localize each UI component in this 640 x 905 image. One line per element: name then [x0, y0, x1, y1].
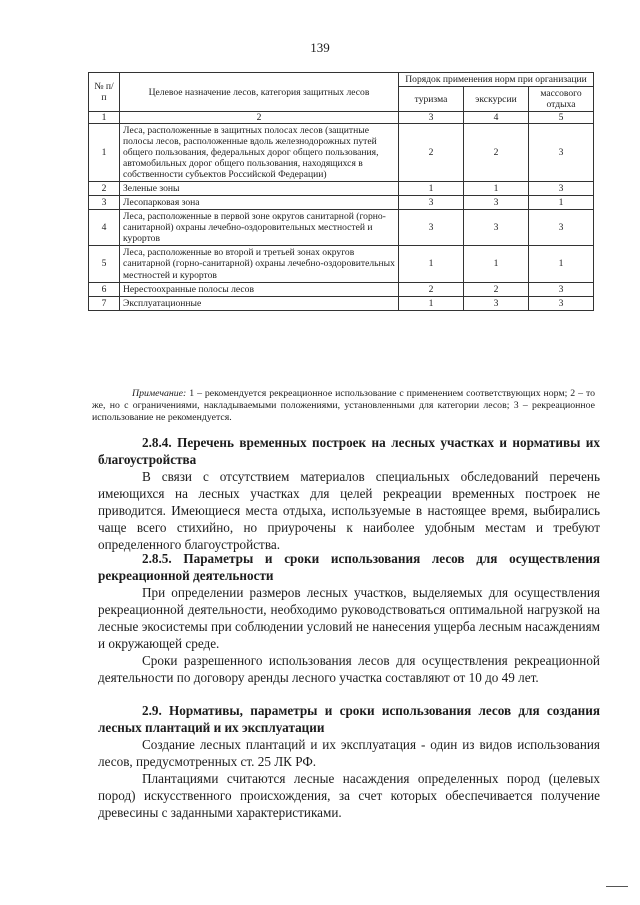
table-row	[89, 124, 594, 182]
table-note	[92, 388, 595, 424]
index-cell: 5	[529, 112, 594, 124]
row-num: 4	[89, 210, 120, 246]
row-name: Лесопарковая зона	[120, 196, 399, 210]
row-excursions: 1	[464, 246, 529, 282]
row-num: 7	[89, 296, 120, 310]
row-name: Зеленые зоны	[120, 182, 399, 196]
row-mass-rest: 3	[529, 182, 594, 196]
row-num: 2	[89, 182, 120, 196]
paragraph: В связи с отсутствием материалов специальных обследований перечень имеющихся на лесных участках для целей рекреации временных построек не приводится. Имеющиеся места отдыха, используемые в настоящее время, выбирались чаще всего стихийно, но приурочены к наиболее удобным местам и требуют определенного благоустройства.	[98, 469, 600, 552]
row-name: Нерестоохранные полосы лесов	[120, 282, 399, 296]
recreation-norms-table	[88, 72, 594, 311]
row-num: 1	[89, 124, 120, 182]
row-tourism: 1	[399, 182, 464, 196]
index-cell: 2	[120, 112, 399, 124]
section-heading: 2.8.5. Параметры и сроки использования лесов для осуществления рекреационной деятельности	[98, 551, 600, 583]
row-excursions: 3	[464, 296, 529, 310]
header-mass-rest: массового отдыха	[529, 87, 594, 112]
table-row	[89, 210, 594, 246]
scan-edge-mark	[606, 886, 628, 887]
row-excursions: 2	[464, 124, 529, 182]
section-2-9	[98, 702, 600, 821]
header-group: Порядок применения норм при организации	[399, 73, 594, 87]
section-heading: 2.9. Нормативы, параметры и сроки использования лесов для создания лесных плантаций и их эксплуатации	[98, 703, 600, 735]
row-num: 3	[89, 196, 120, 210]
row-mass-rest: 1	[529, 196, 594, 210]
table-row	[89, 296, 594, 310]
row-tourism: 3	[399, 196, 464, 210]
table-row	[89, 182, 594, 196]
header-excursions: экскурсии	[464, 87, 529, 112]
row-tourism: 3	[399, 210, 464, 246]
index-cell: 1	[89, 112, 120, 124]
row-mass-rest: 3	[529, 296, 594, 310]
row-excursions: 2	[464, 282, 529, 296]
row-name: Леса, расположенные во второй и третьей зонах округов санитарной (горно-санитарной) охраны лечебно-оздоровительных местностей и курортов	[120, 246, 399, 282]
header-name: Целевое назначение лесов, категория защитных лесов	[120, 73, 399, 112]
page-number: 139	[310, 40, 330, 55]
index-cell: 4	[464, 112, 529, 124]
table-row	[89, 246, 594, 282]
row-excursions: 3	[464, 210, 529, 246]
section-2-8-5	[98, 550, 600, 686]
paragraph: Плантациями считаются лесные насаждения определенных пород (целевых пород) искусственного происхождения, за счет которых обеспечивается получение древесины с заданными характеристиками.	[98, 771, 600, 820]
row-mass-rest: 3	[529, 282, 594, 296]
row-tourism: 1	[399, 246, 464, 282]
row-num: 6	[89, 282, 120, 296]
header-tourism: туризма	[399, 87, 464, 112]
row-name: Эксплуатационные	[120, 296, 399, 310]
row-name: Леса, расположенные в защитных полосах лесов (защитные полосы лесов, расположенные вдоль железнодорожных путей общего пользования, федеральных дорог общего пользования, автомобильных дорог общего пользования, находящихся в собственности субъектов Российской Федерации)	[120, 124, 399, 182]
paragraph: Сроки разрешенного использования лесов для осуществления рекреационной деятельности по договору аренды лесного участка составляют от 10 до 49 лет.	[98, 653, 600, 685]
note-text: 1 – рекомендуется рекреационное использование с применением соответствующих норм; 2 – то же, но с ограничениями, накладываемыми положениями, установленными для категории лесов; 3 – рекреационное использование не рекомендуется.	[92, 388, 595, 423]
row-excursions: 3	[464, 196, 529, 210]
section-heading: 2.8.4. Перечень временных построек на лесных участках и нормативы их благоустройства	[98, 435, 600, 467]
row-tourism: 2	[399, 282, 464, 296]
row-name: Леса, расположенные в первой зоне округов санитарной (горно-санитарной) охраны лечебно-оздоровительных местностей и курортов	[120, 210, 399, 246]
header-num: № п/п	[89, 73, 120, 112]
table-row	[89, 282, 594, 296]
row-mass-rest: 3	[529, 210, 594, 246]
note-lead: Примечание:	[132, 388, 187, 399]
row-tourism: 1	[399, 296, 464, 310]
row-num: 5	[89, 246, 120, 282]
index-row	[89, 112, 594, 124]
row-mass-rest: 3	[529, 124, 594, 182]
table-row	[89, 196, 594, 210]
section-2-8-4	[98, 434, 600, 553]
row-tourism: 2	[399, 124, 464, 182]
paragraph: Создание лесных плантаций и их эксплуатация - один из видов использования лесов, предусмотренных ст. 25 ЛК РФ.	[98, 737, 600, 769]
index-cell: 3	[399, 112, 464, 124]
row-excursions: 1	[464, 182, 529, 196]
row-mass-rest: 1	[529, 246, 594, 282]
paragraph: При определении размеров лесных участков, выделяемых для осуществления рекреационной деятельности, необходимо руководствоваться оптимальной нагрузкой на лесные экосистемы при соблюдении условий не нанесения ущерба лесным насаждениям и окружающей среде.	[98, 585, 600, 651]
